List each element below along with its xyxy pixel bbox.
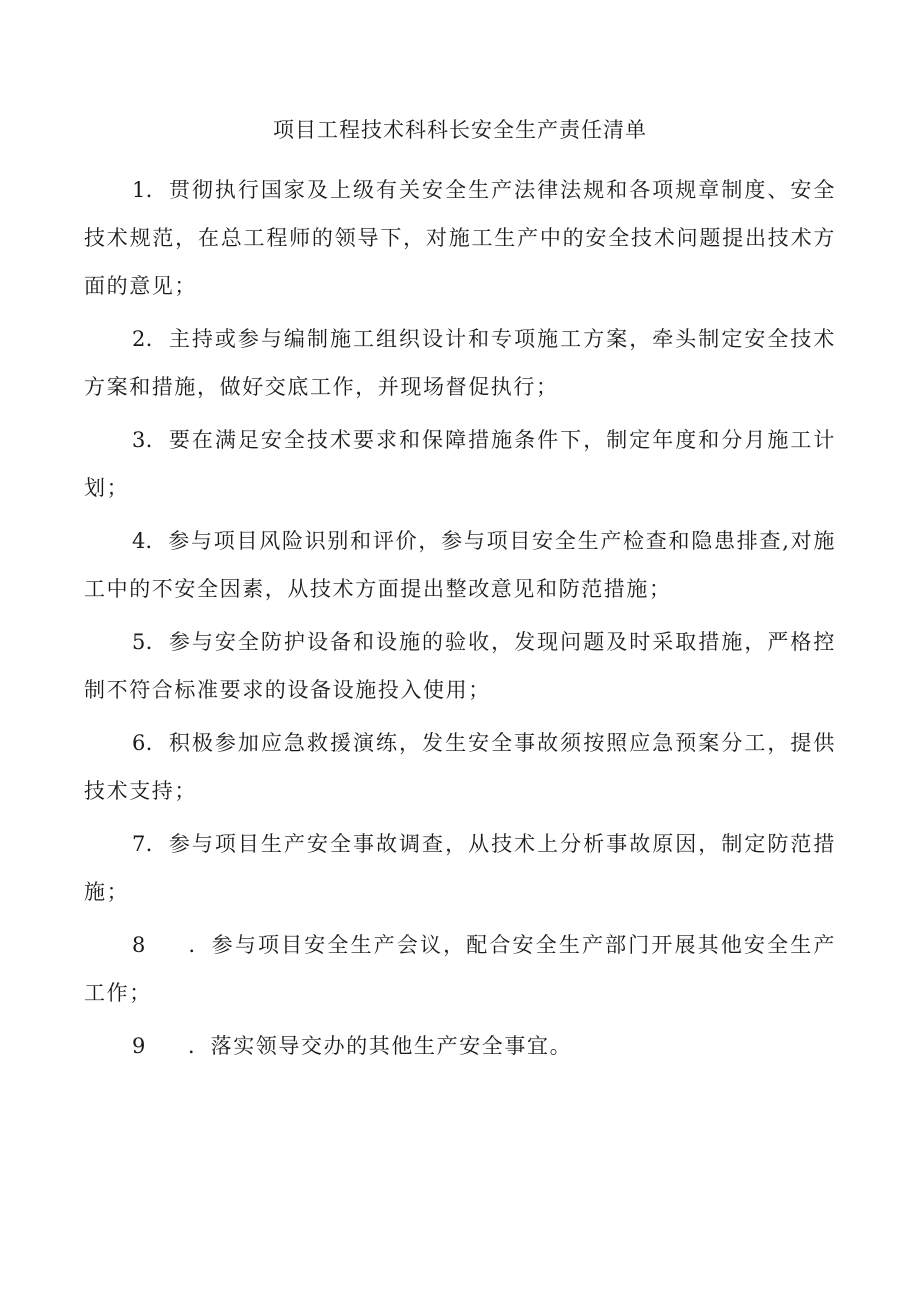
list-item — [84, 1022, 836, 1070]
item-number: 7 — [132, 832, 146, 856]
item-text: ．主持或参与编制施工组织设计和专项施工方案，牵头制定安全技术方案和措施，做好交底工作，并现场督促执行； — [84, 327, 836, 399]
item-number: 5 — [132, 630, 146, 654]
list-item — [84, 416, 836, 512]
list-item — [84, 921, 836, 1017]
item-text: ．贯彻执行国家及上级有关安全生产法律法规和各项规章制度、安全技术规范，在总工程师的领导下，对施工生产中的安全技术问题提出技术方面的意见； — [84, 178, 836, 298]
responsibility-list — [84, 166, 836, 1075]
list-item — [84, 618, 836, 714]
item-number: 9 — [132, 1034, 146, 1058]
list-item — [84, 719, 836, 815]
item-number: 2 — [132, 327, 146, 351]
item-text: ．要在满足安全技术要求和保障措施条件下，制定年度和分月施工计划； — [84, 428, 836, 500]
document-title: 项目工程技术科科长安全生产责任清单 — [273, 118, 647, 142]
item-number: 4 — [132, 529, 146, 553]
list-item — [84, 820, 836, 916]
item-number: 8 — [132, 933, 146, 957]
item-number: 6 — [132, 731, 146, 755]
list-item — [84, 517, 836, 613]
item-text: ．参与项目风险识别和评价，参与项目安全生产检查和隐患排查,对施工中的不安全因素，从技术方面提出整改意见和防范措施； — [84, 529, 836, 601]
item-text: ．参与项目安全生产会议，配合安全生产部门开展其他安全生产工作； — [84, 933, 836, 1005]
item-number: 3 — [132, 428, 146, 452]
item-text: ．参与安全防护设备和设施的验收，发现问题及时采取措施，严格控制不符合标准要求的设备设施投入使用； — [84, 630, 836, 702]
item-number: 1 — [132, 178, 146, 202]
list-item — [84, 166, 836, 310]
list-item — [84, 315, 836, 411]
item-text: ．落实领导交办的其他生产安全事宜。 — [188, 1034, 573, 1058]
item-text: ．积极参加应急救援演练，发生安全事故须按照应急预案分工，提供技术支持； — [84, 731, 836, 803]
item-text: ．参与项目生产安全事故调查，从技术上分析事故原因，制定防范措施； — [84, 832, 836, 904]
